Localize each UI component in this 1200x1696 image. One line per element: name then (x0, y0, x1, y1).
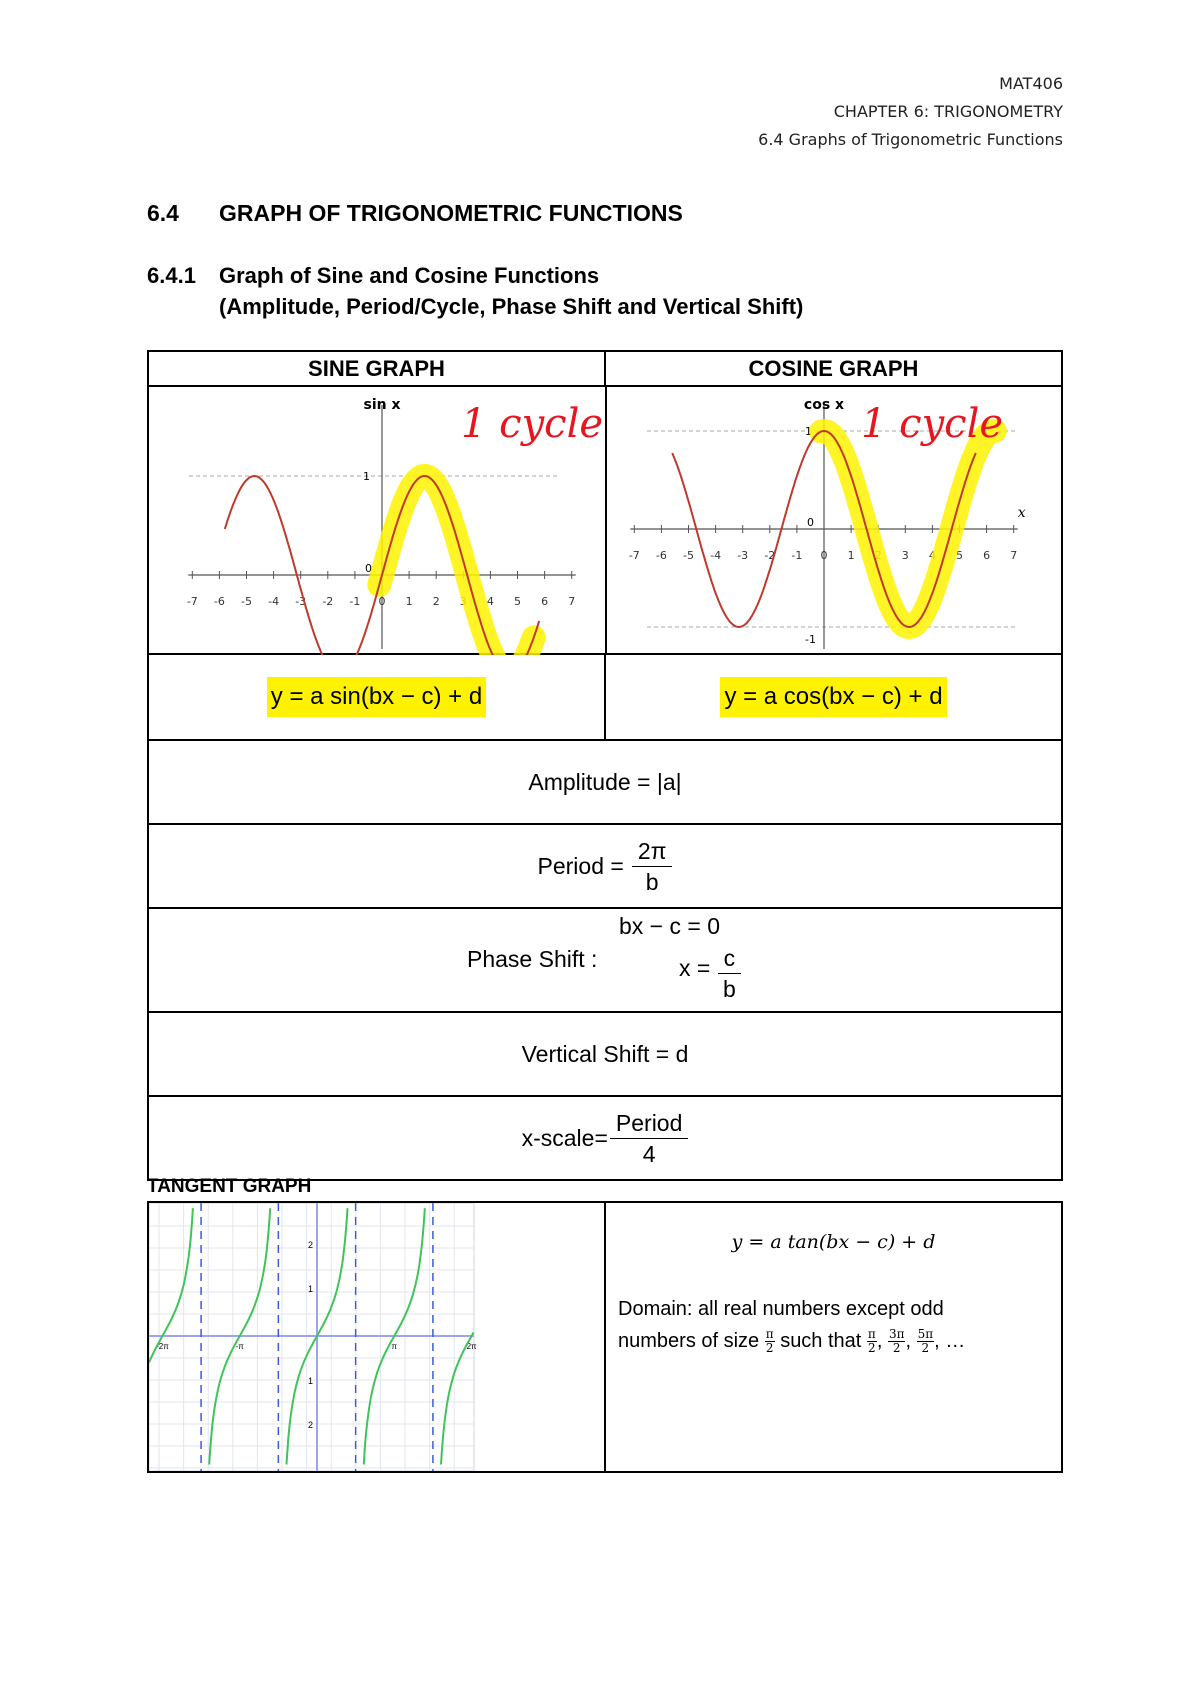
period-numerator: 2π (632, 836, 673, 867)
x-tick-label: 4 (486, 595, 494, 608)
y-label: 1 (307, 1376, 313, 1386)
cosine-graph (607, 387, 1063, 655)
sine-graph (149, 387, 605, 655)
y-label: 2 (307, 1240, 313, 1250)
y-label: 1 (307, 1284, 313, 1294)
sine-header: SINE GRAPH (149, 352, 606, 385)
phase-shift-row (149, 909, 1061, 1013)
tangent-graph (149, 1203, 604, 1471)
x-tick-label: 7 (568, 595, 576, 608)
x-tick-label: 4 (928, 549, 936, 562)
xscale-row (149, 1097, 1061, 1179)
domain-line2b: such that (780, 1330, 862, 1352)
heading-main-text: GRAPH OF TRIGONOMETRIC FUNCTIONS (219, 200, 683, 226)
heading-sub-number: 6.4.1 (147, 263, 196, 288)
sine-formula-cell (149, 655, 606, 739)
x-tick-label: -7 (186, 595, 198, 608)
graph-title: cos x (803, 397, 845, 413)
x-tick-label: -2 (322, 595, 334, 608)
x-tick-label: 5 (956, 549, 963, 562)
x-tick-label: -5 (683, 549, 694, 562)
cosine-formula: y = a cos(bx − c) + d (720, 677, 946, 717)
frac-den: 2 (892, 1341, 901, 1356)
origin-label: 0 (807, 516, 814, 529)
x-tick-label: -4 (710, 549, 722, 562)
seq-fraction-2 (888, 1328, 906, 1355)
x-tick-label: -7 (628, 549, 640, 562)
cycle-highlight (379, 476, 534, 655)
xscale-numerator: Period (610, 1108, 688, 1139)
header-section: 6.4 Graphs of Trigonometric Functions (758, 130, 1063, 149)
x-label: π (391, 1342, 398, 1351)
tangent-domain: Domain: all real numbers except odd numbers of size $\frac{\pi}{2}$ such that $\frac{\pi}{2}$ , $\frac{3\pi}{2}$ , $\frac{5\pi}{2}$ , … (618, 1298, 966, 1356)
frac-num: π (765, 1327, 774, 1342)
heading-sub-subtitle: (Amplitude, Period/Cycle, Phase Shift and Vertical Shift) (219, 294, 804, 319)
period-fraction (632, 836, 673, 897)
x-tick-label: -1 (791, 549, 803, 562)
cosine-header: COSINE GRAPH (748, 356, 919, 381)
x-tick-label: 5 (514, 595, 521, 608)
x-tick-label: -1 (349, 595, 361, 608)
heading-main (147, 200, 683, 227)
x-tick-label: -4 (268, 595, 280, 608)
tangent-info-cell (606, 1203, 1061, 1471)
y-tick-label-top: 1 (805, 425, 812, 438)
x-tick-label: 7 (1010, 549, 1018, 562)
cosine-formula-cell (606, 655, 1061, 739)
domain-line1: Domain: all real numbers except odd (618, 1298, 944, 1320)
seq-fraction-1 (867, 1328, 877, 1355)
period-denominator: b (645, 868, 659, 895)
phase-denominator: b (723, 976, 736, 1002)
heading-sub-text: Graph of Sine and Cosine Functions (219, 263, 600, 288)
x-tick-label: 6 (541, 595, 549, 608)
graph-title: sin x (363, 397, 401, 413)
tangent-label: TANGENT GRAPH (147, 1176, 312, 1197)
x-tick-label: -6 (655, 549, 667, 562)
seq-fraction-3 (917, 1328, 935, 1355)
frac-num: π (867, 1327, 876, 1342)
xscale-denominator: 4 (642, 1140, 656, 1167)
x-tick-label: 1 (847, 549, 855, 562)
xscale-label: x-scale= (521, 1124, 608, 1151)
x-tick-label: -3 (295, 595, 307, 608)
sine-graph-cell (149, 387, 607, 653)
tangent-table (147, 1201, 1063, 1473)
period-row (149, 825, 1061, 909)
tangent-graph-cell (149, 1203, 606, 1471)
y-tick-label-top: 1 (363, 470, 370, 483)
period-label: Period = (537, 852, 624, 879)
x-axis-label: x (1017, 505, 1026, 521)
vertical-shift-text: Vertical Shift = d (521, 1040, 689, 1067)
amplitude-row (149, 741, 1061, 825)
frac-den: 2 (868, 1341, 876, 1356)
sine-cosine-table (147, 350, 1063, 1181)
x-tick-label: 0 (820, 549, 828, 562)
y-label: 2 (307, 1420, 313, 1430)
x-tick-label: 6 (983, 549, 991, 562)
origin-label: 0 (365, 562, 372, 575)
phase-equation: bx − c = 0 (619, 913, 721, 939)
x-tick-label: 2 (874, 549, 882, 562)
x-label: -2π (156, 1342, 169, 1351)
header-chapter: CHAPTER 6: TRIGONOMETRY (833, 102, 1063, 121)
frac-den: 2 (921, 1341, 930, 1356)
phase-label: Phase Shift : (467, 946, 598, 972)
cosine-graph-cell (607, 387, 1063, 653)
header-course: MAT406 (999, 74, 1063, 93)
tangent-formula: y = a tan(bx − c) + d (731, 1231, 936, 1253)
ellipsis: … (945, 1330, 966, 1352)
x-tick-label: 0 (378, 595, 386, 608)
phase-numerator: c (718, 943, 742, 974)
domain-line2a: numbers of size (618, 1330, 760, 1352)
tangent-branch (149, 1208, 193, 1362)
x-tick-label: -5 (241, 595, 252, 608)
x-tick-label: 1 (405, 595, 413, 608)
xscale-fraction (610, 1108, 688, 1169)
fraction-pi-over-2 (765, 1328, 775, 1355)
x-tick-label: -6 (213, 595, 225, 608)
heading-main-number: 6.4 (147, 200, 179, 226)
frac-num: 3π (888, 1327, 905, 1342)
x-label: 2π (466, 1342, 477, 1351)
x-tick-label: -2 (764, 549, 776, 562)
tangent-branch (441, 1333, 474, 1465)
heading-sub (147, 260, 803, 322)
phase-fraction (717, 943, 742, 1004)
cycle-annotation: 1 cycle (461, 401, 604, 447)
phase-x-label: x = (679, 955, 711, 981)
amplitude-text: Amplitude = |a| (528, 768, 682, 795)
sine-formula: y = a sin(bx − c) + d (267, 677, 486, 717)
frac-den: 2 (765, 1341, 774, 1356)
x-tick-label: 3 (459, 595, 467, 608)
x-tick-label: 2 (432, 595, 440, 608)
y-tick-label-bottom: -1 (805, 633, 816, 646)
vertical-shift-row (149, 1013, 1061, 1097)
x-tick-label: 3 (901, 549, 909, 562)
frac-num: 5π (917, 1327, 934, 1342)
cycle-annotation: 1 cycle (861, 401, 1004, 447)
x-tick-label: -3 (737, 549, 749, 562)
x-label: -π (235, 1342, 244, 1351)
